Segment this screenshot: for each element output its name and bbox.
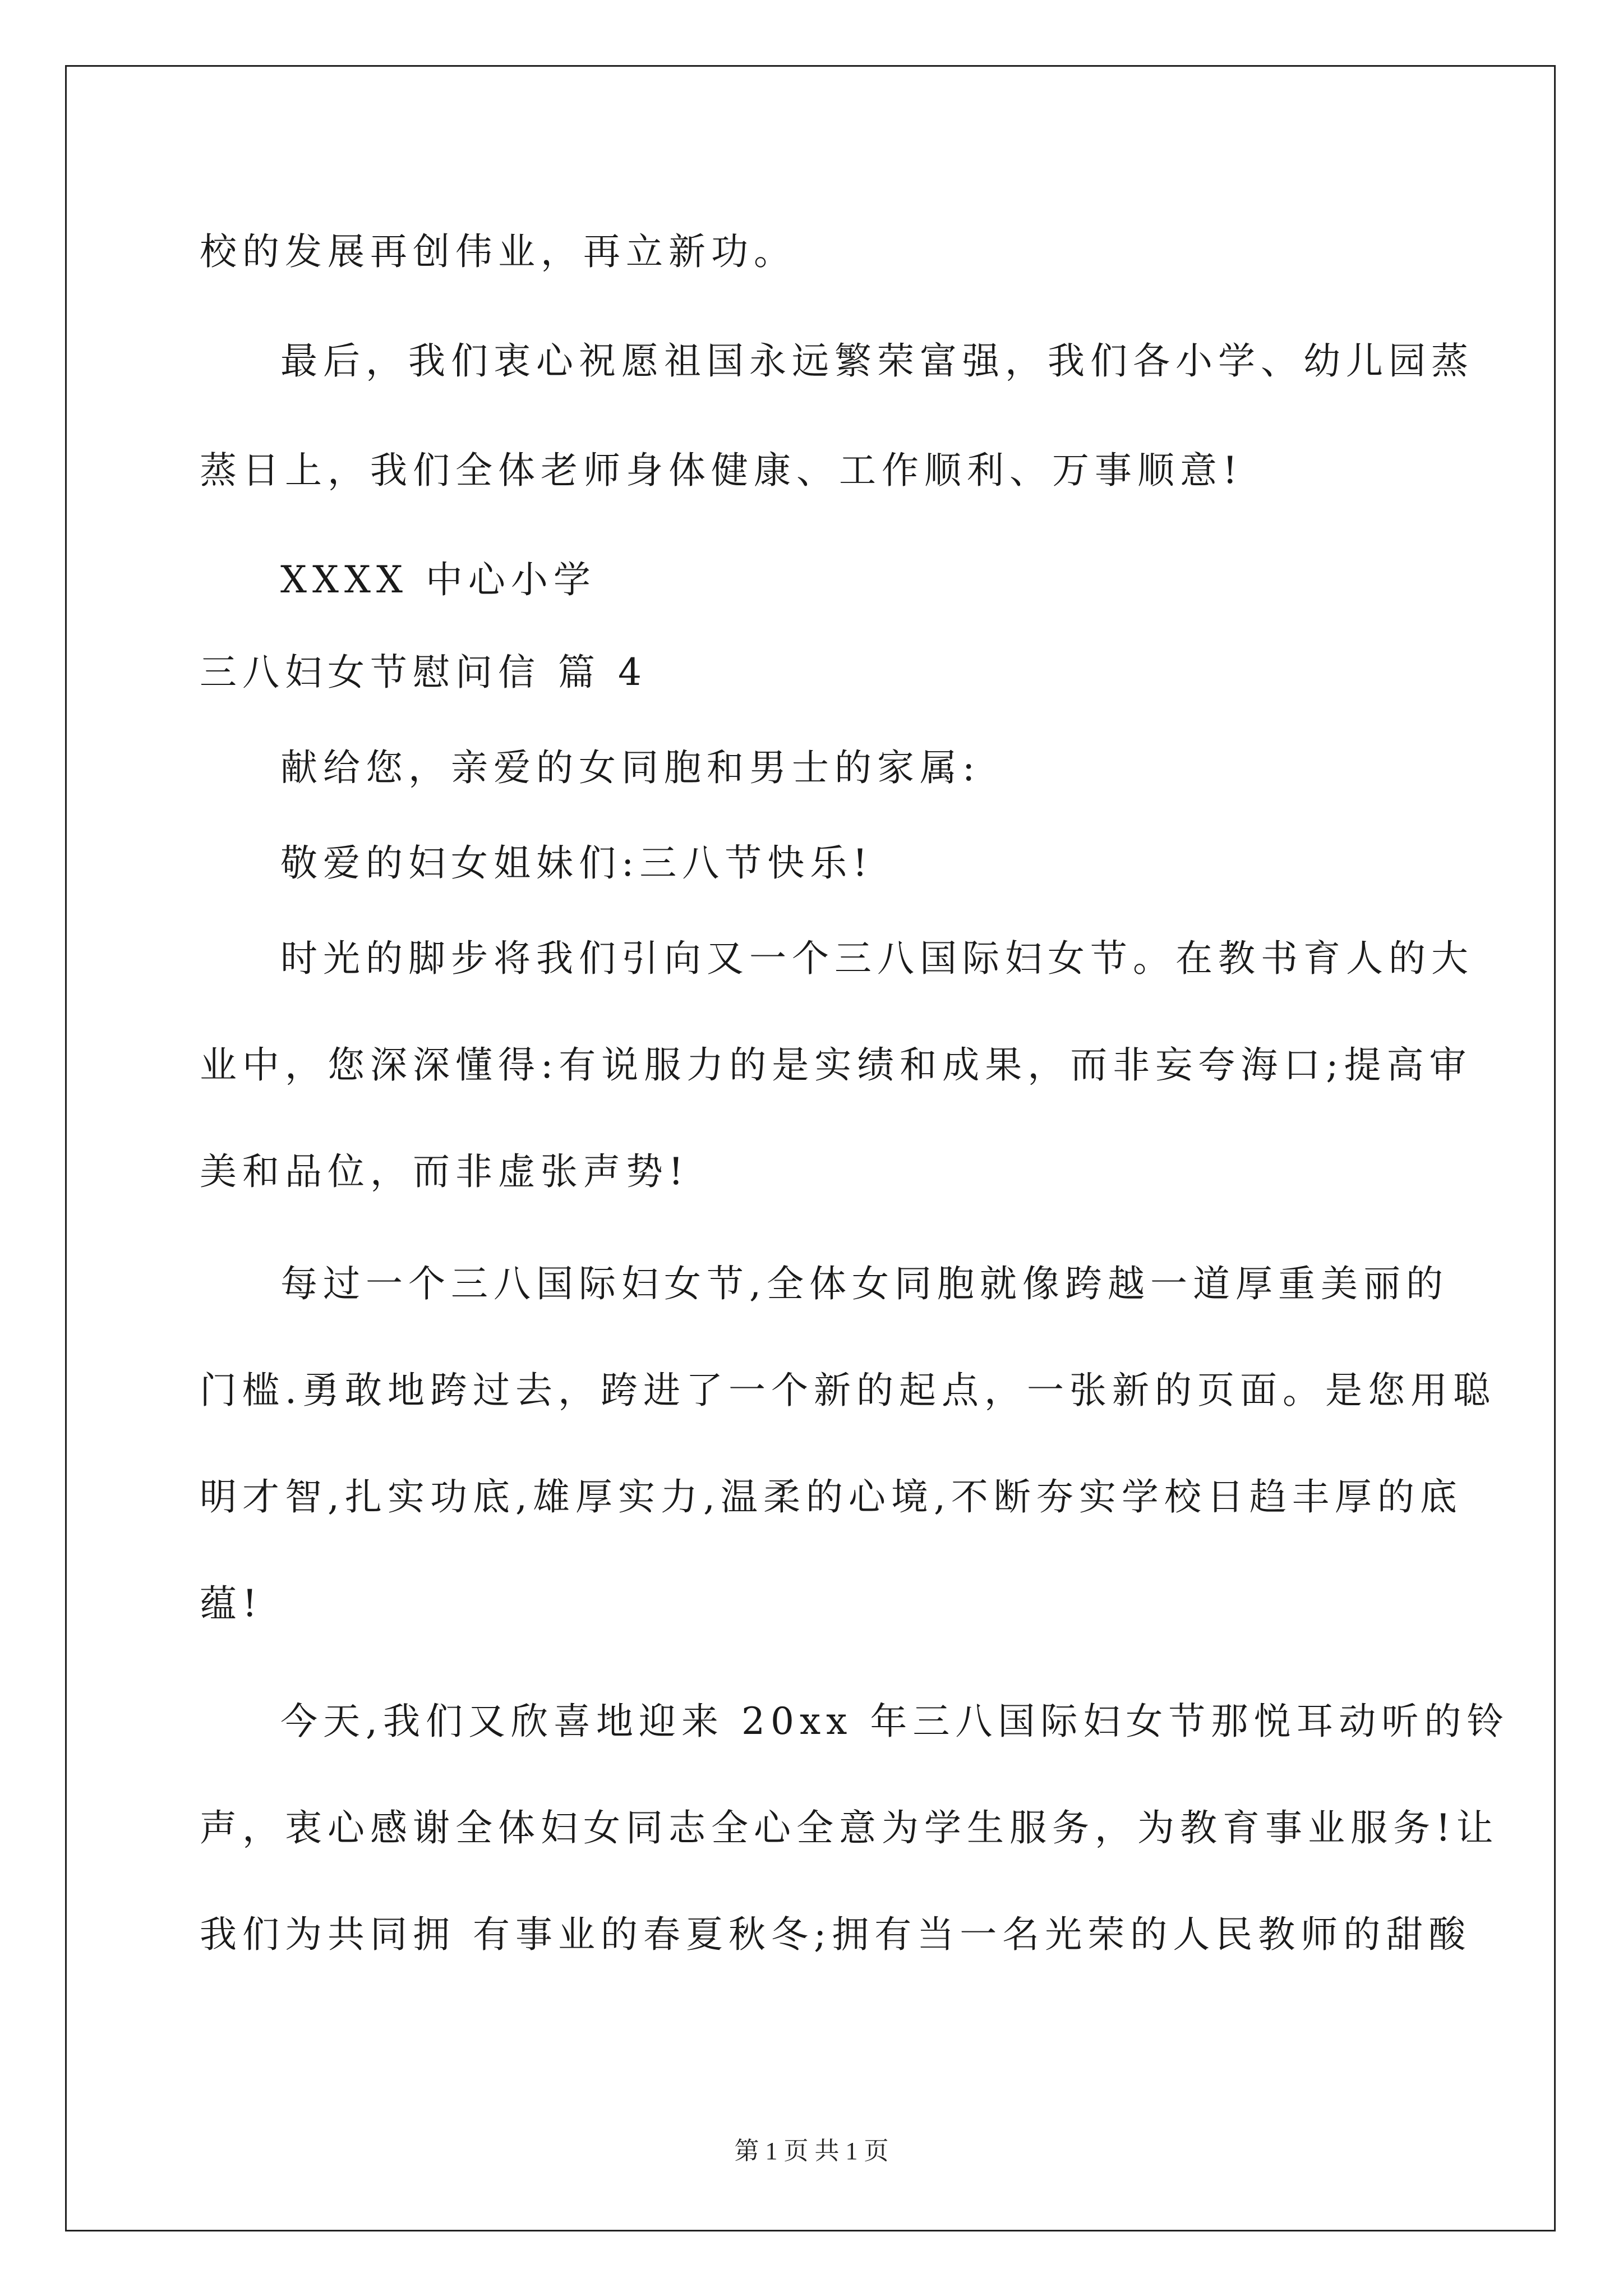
page-number-footer: 第 1 页 共 1 页	[734, 2137, 889, 2165]
salutation-line: 献给您，亲爱的女同胞和男士的家属:	[280, 746, 981, 789]
page-border	[65, 65, 1556, 2231]
greeting-line: 敬爱的妇女姐妹们:三八节快乐!	[280, 841, 873, 885]
text-line: 每过一个三八国际妇女节,全体女同胞就像跨越一道厚重美丽的	[280, 1262, 1449, 1305]
text-line: 蕴!	[200, 1582, 263, 1625]
text-line: 业中，您深深懂得:有说服力的是实绩和成果，而非妄夸海口;提高审	[200, 1043, 1472, 1087]
text-line: 时光的脚步将我们引向又一个三八国际妇女节。在教书育人的大	[280, 937, 1474, 980]
section-heading: 三八妇女节慰问信 篇 4	[200, 651, 647, 694]
text-line: 蒸日上，我们全体老师身体健康、工作顺利、万事顺意!	[200, 449, 1243, 492]
text-line: 最后，我们衷心祝愿祖国永远繁荣富强，我们各小学、幼儿园蒸	[280, 339, 1474, 383]
text-line: 我们为共同拥 有事业的春夏秋冬;拥有当一名光荣的人民教师的甜酸	[200, 1913, 1472, 1956]
text-line: 声，衷心感谢全体妇女同志全心全意为学生服务，为教育事业服务!让	[200, 1806, 1499, 1849]
text-line: 校的发展再创伟业，再立新功。	[200, 230, 796, 273]
text-line: 今天,我们又欣喜地迎来 20xx 年三八国际妇女节那悦耳动听的铃	[280, 1700, 1510, 1743]
text-line: 明才智,扎实功底,雄厚实力,温柔的心境,不断夯实学校日趋丰厚的底	[200, 1475, 1463, 1519]
signature-line: XXXX 中心小学	[280, 558, 596, 601]
text-line: 美和品位，而非虚张声势!	[200, 1150, 689, 1193]
text-line: 门槛.勇敢地跨过去，跨进了一个新的起点，一张新的页面。是您用聪	[200, 1369, 1496, 1412]
